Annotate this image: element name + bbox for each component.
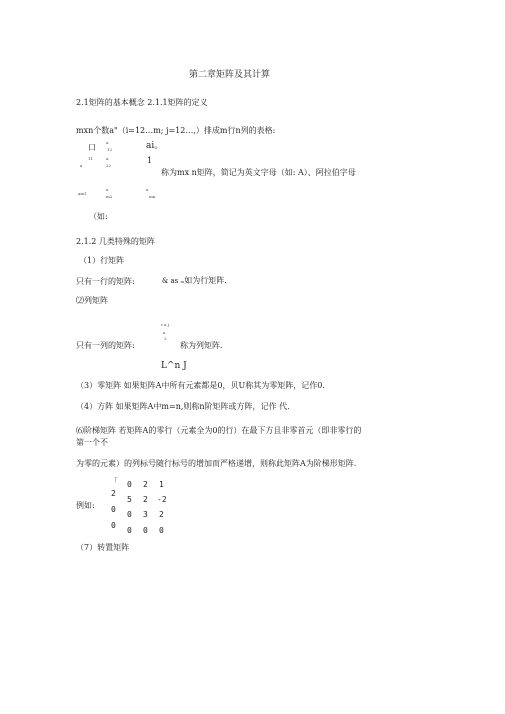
item-1-formula-end: 如为行矩阵. xyxy=(184,276,227,285)
section-2-1-2-heading: 2.1.2 几类特殊的矩阵 xyxy=(76,237,155,246)
column-matrix-top: r a j xyxy=(161,322,170,327)
matrix-box-glyph: 口 xyxy=(88,143,96,152)
column-matrix-bottom: L^n J xyxy=(161,361,187,371)
example-label: 例如: xyxy=(76,501,95,510)
item-1-formula-subscript: m xyxy=(180,279,185,284)
item-4-square-matrix: （4）方阵 如果矩阵A中m=n,则称n阶矩阵或方阵，记作 代. xyxy=(76,402,290,411)
example-left-col-2: 0 xyxy=(111,505,116,514)
matrix-amn-letter: a xyxy=(146,187,149,192)
matrix-one: 1 xyxy=(147,156,153,165)
matrix-cell: 3 xyxy=(143,510,148,519)
matrix-a12-letter: a xyxy=(106,140,109,145)
matrix-a22-letter: a xyxy=(106,156,109,161)
item-3-zero-matrix: （3）零矩阵 如果矩阵A中所有元素都是0，贝U称其为零矩阵，记作0. xyxy=(76,381,325,390)
matrix-am2-letter: a xyxy=(106,187,109,192)
example-left-col-3: 0 xyxy=(111,521,116,530)
intro-line: mxn个数a"（i=12…m; j=12…,）排成m行n列的表格: xyxy=(76,126,276,135)
matrix-cell: 1 xyxy=(159,480,164,489)
item-1-formula xyxy=(162,277,227,285)
item-1-title: （1）行矩阵 xyxy=(79,256,125,265)
matrix-cell: 0 xyxy=(127,526,132,535)
item-7-title: （7）转置矩阵 xyxy=(76,543,130,552)
item-2-end: 称为列矩阵. xyxy=(180,341,223,350)
matrix-cell: 0 xyxy=(143,526,148,535)
matrix-a21-letter: a xyxy=(80,163,83,168)
matrix-a22-subscript: 22 xyxy=(106,163,112,168)
item-2-title: ⑵列矩阵 xyxy=(76,296,108,305)
matrix-a12-subscript: 12 xyxy=(107,147,113,152)
matrix-cell: -2 xyxy=(157,495,167,504)
page-title: 第二章矩阵及其计算 xyxy=(189,70,271,80)
item-6-line-3: 为零的元素）的列标号随行标号的增加而严格递增，则称此矩阵A为阶梯形矩阵. xyxy=(76,459,357,468)
matrix-am2-subscript: m2 xyxy=(106,194,113,199)
example-left-col-1: 2 xyxy=(111,489,116,498)
matrix-amn-subscript: mn xyxy=(149,194,156,199)
matrix-a11-subscript: 11 xyxy=(88,156,94,161)
matrix-cell: 2 xyxy=(159,510,164,519)
matrix-cell: 2 xyxy=(143,480,148,489)
matrix-cell: 0 xyxy=(159,526,164,535)
item-1-formula-main: & as xyxy=(162,277,181,285)
matrix-a1n: ai。 xyxy=(146,141,164,151)
matrix-am1: am1 xyxy=(78,191,87,196)
matrix-bracket: 「 xyxy=(110,477,118,486)
matrix-cell: 0 xyxy=(127,510,132,519)
item-2-text: 只有一列的矩阵: xyxy=(76,341,135,350)
matrix-cell: 2 xyxy=(143,495,148,504)
item-1-text: 只有一行的矩阵: xyxy=(76,277,135,286)
matrix-cell: 5 xyxy=(127,495,132,504)
column-matrix-subscript: 2 xyxy=(164,336,167,341)
matrix-description: 称为mx n矩阵，简记为英文字母（如: A）、阿拉伯字母 xyxy=(161,168,356,177)
item-6-line-1: ⑹阶梯矩阵 若矩阵A的零行（元素全为0的行）在最下方且非零首元（即非零行的 xyxy=(76,426,362,435)
column-matrix-a: a xyxy=(163,330,166,335)
item-6-line-2: 第一个不 xyxy=(76,438,108,447)
ru-paren-text: （如: xyxy=(89,212,108,221)
matrix-cell: 0 xyxy=(127,480,132,489)
section-2-1-heading: 2.1矩阵的基本概念 2.1.1矩阵的定义 xyxy=(76,98,208,107)
